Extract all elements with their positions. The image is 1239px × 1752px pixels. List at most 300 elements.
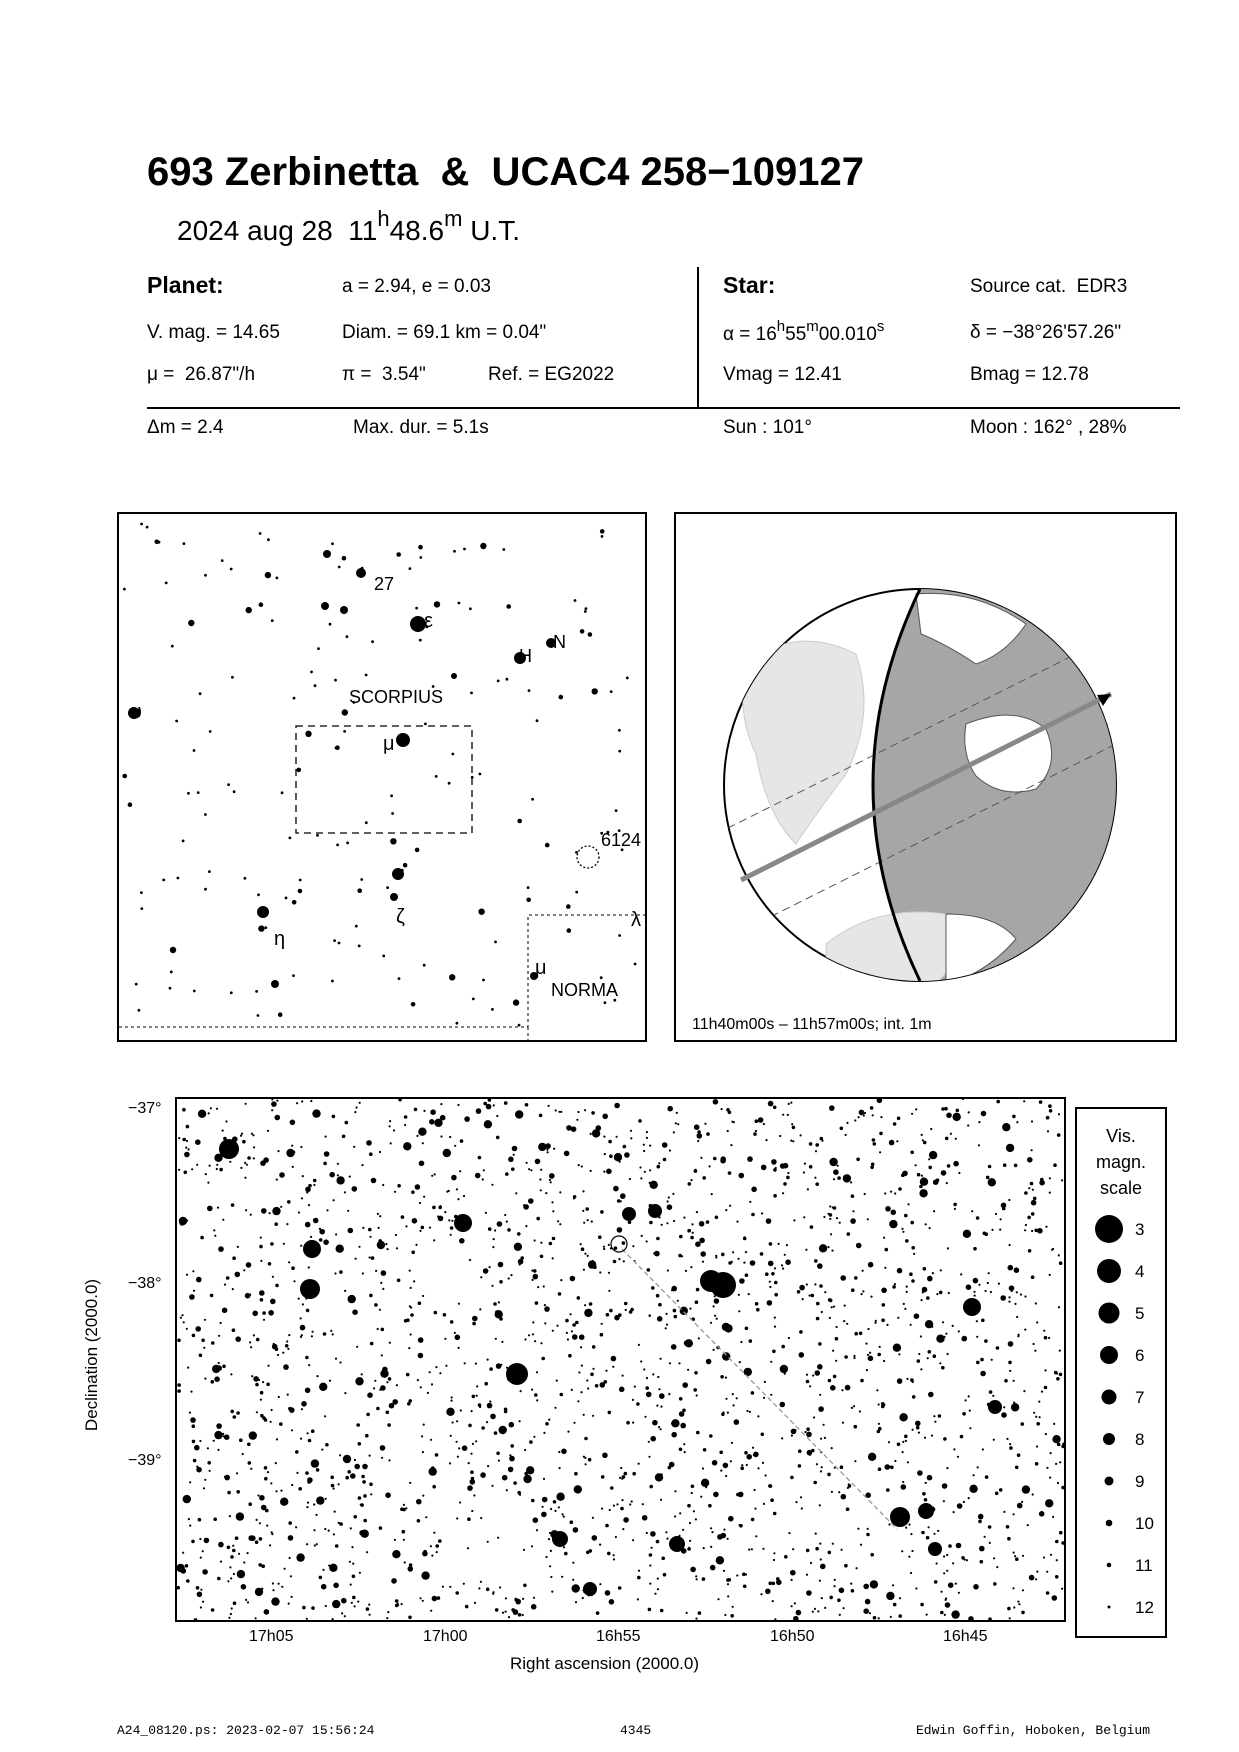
detail-star	[356, 1346, 358, 1348]
detail-star	[795, 1501, 797, 1503]
detail-star	[449, 1462, 451, 1464]
detail-star	[969, 1410, 971, 1412]
detail-star-chart	[175, 1097, 1066, 1622]
finder-star	[342, 556, 347, 561]
detail-star	[456, 1441, 458, 1443]
detail-star	[689, 1229, 691, 1231]
finder-star	[293, 697, 296, 700]
detail-star	[646, 1131, 648, 1133]
detail-star	[968, 1616, 974, 1620]
detail-star	[274, 1222, 278, 1226]
detail-star	[301, 1334, 303, 1336]
detail-star	[204, 1319, 206, 1321]
detail-star	[260, 1414, 264, 1418]
detail-star	[695, 1575, 697, 1577]
detail-star	[404, 1124, 406, 1126]
detail-star	[939, 1291, 943, 1295]
detail-star	[839, 1588, 845, 1594]
detail-star	[699, 1221, 705, 1227]
detail-star	[921, 1134, 923, 1136]
finder-star	[435, 775, 438, 778]
detail-star	[305, 1388, 311, 1394]
detail-star	[264, 1466, 268, 1470]
detail-star	[870, 1166, 874, 1170]
detail-star	[230, 1373, 232, 1375]
detail-star	[793, 1616, 799, 1620]
detail-star	[780, 1402, 786, 1408]
detail-star	[901, 1174, 905, 1178]
detail-star	[370, 1493, 372, 1495]
detail-star	[739, 1524, 741, 1526]
detail-star	[251, 1133, 253, 1135]
detail-star	[715, 1256, 717, 1258]
finder-star	[527, 886, 530, 889]
detail-star	[806, 1283, 808, 1285]
detail-star	[608, 1290, 610, 1292]
detail-star	[532, 1333, 534, 1335]
finder-star	[575, 891, 578, 894]
detail-star	[817, 1610, 819, 1612]
detail-star	[958, 1172, 960, 1174]
detail-star	[451, 1400, 453, 1402]
planet-orbit: a = 2.94, e = 0.03	[342, 276, 491, 297]
detail-star	[717, 1598, 719, 1600]
detail-star	[308, 1266, 310, 1268]
detail-star	[984, 1536, 986, 1538]
detail-star	[193, 1459, 197, 1463]
detail-star	[188, 1148, 190, 1150]
detail-star	[187, 1367, 189, 1369]
detail-star	[208, 1112, 210, 1114]
detail-star	[186, 1579, 190, 1583]
detail-star	[411, 1251, 415, 1255]
detail-star	[408, 1399, 412, 1403]
detail-star	[843, 1320, 845, 1322]
detail-star	[373, 1387, 375, 1389]
scale-title: Vis. magn. scale	[1095, 1126, 1147, 1198]
detail-star	[922, 1139, 924, 1141]
detail-star	[844, 1564, 848, 1568]
detail-star	[437, 1215, 439, 1217]
detail-star	[450, 1410, 454, 1414]
detail-star	[587, 1387, 589, 1389]
detail-star	[952, 1562, 954, 1564]
detail-star	[195, 1326, 201, 1332]
detail-star	[1049, 1192, 1051, 1194]
detail-star	[556, 1544, 558, 1546]
detail-star	[821, 1466, 823, 1468]
detail-star	[420, 1386, 422, 1388]
detail-star	[648, 1608, 652, 1612]
finder-star	[230, 568, 233, 571]
detail-star	[879, 1346, 881, 1348]
detail-star	[432, 1596, 438, 1602]
detail-star	[563, 1516, 565, 1518]
detail-star	[904, 1308, 906, 1310]
detail-star	[1061, 1541, 1064, 1545]
detail-star	[233, 1601, 237, 1605]
detail-star	[189, 1481, 191, 1483]
detail-star	[449, 1136, 451, 1138]
detail-star	[361, 1530, 369, 1538]
detail-star	[809, 1142, 813, 1146]
detail-star	[1031, 1275, 1035, 1279]
detail-star	[705, 1486, 707, 1488]
finder-star	[193, 990, 196, 993]
detail-star	[810, 1562, 812, 1564]
detail-star	[980, 1560, 984, 1564]
detail-star	[746, 1464, 748, 1466]
detail-star	[944, 1614, 946, 1616]
detail-star	[695, 1518, 697, 1520]
detail-star	[608, 1272, 610, 1274]
detail-star	[464, 1116, 470, 1122]
detail-star	[576, 1119, 578, 1121]
detail-star	[765, 1589, 771, 1595]
detail-star	[1031, 1149, 1033, 1151]
detail-star	[517, 1491, 521, 1495]
detail-star	[443, 1149, 451, 1157]
detail-star	[199, 1354, 203, 1358]
ytick-39: −39°	[128, 1452, 162, 1469]
detail-star	[485, 1212, 487, 1214]
detail-star	[754, 1508, 756, 1510]
detail-star	[1052, 1435, 1060, 1443]
detail-star	[454, 1332, 456, 1334]
detail-star	[369, 1614, 371, 1616]
detail-star	[930, 1128, 932, 1130]
detail-star	[940, 1591, 942, 1593]
detail-star	[582, 1597, 584, 1599]
star-right-ascension: $\alpha = 16^h55^m00.010^s$	[723, 318, 885, 345]
detail-star	[325, 1443, 329, 1447]
scale-dot-6	[1100, 1346, 1118, 1364]
xtick-16h55: 16h55	[596, 1628, 641, 1645]
detail-star	[263, 1157, 269, 1163]
finder-star	[188, 620, 194, 626]
detail-star	[665, 1327, 667, 1329]
detail-star	[731, 1121, 733, 1123]
detail-star	[282, 1352, 284, 1354]
detail-star	[706, 1220, 710, 1224]
detail-star	[523, 1204, 529, 1210]
detail-star	[863, 1608, 869, 1614]
detail-star	[844, 1355, 848, 1359]
detail-star	[487, 1465, 489, 1467]
detail-star	[985, 1475, 989, 1479]
detail-star	[786, 1244, 788, 1246]
detail-star	[1008, 1341, 1014, 1347]
detail-star	[870, 1553, 874, 1557]
detail-star	[1059, 1373, 1063, 1377]
detail-star	[1046, 1116, 1050, 1120]
detail-star	[246, 1262, 252, 1268]
detail-star	[945, 1137, 949, 1141]
detail-star	[987, 1282, 989, 1284]
detail-star	[616, 1503, 618, 1505]
detail-star	[978, 1121, 980, 1123]
detail-star	[203, 1487, 205, 1489]
detail-star	[286, 1223, 288, 1225]
detail-star	[446, 1191, 448, 1193]
detail-star	[807, 1450, 813, 1456]
detail-star	[806, 1380, 810, 1384]
detail-star	[385, 1243, 387, 1245]
detail-star	[622, 1207, 636, 1221]
detail-star	[835, 1337, 839, 1341]
detail-star	[232, 1549, 236, 1553]
detail-star	[266, 1525, 268, 1527]
detail-star	[573, 1422, 575, 1424]
detail-star	[229, 1161, 231, 1163]
detail-star	[812, 1611, 814, 1613]
detail-star	[831, 1306, 833, 1308]
detail-star	[953, 1448, 955, 1450]
detail-star	[915, 1108, 917, 1110]
detail-star	[840, 1465, 844, 1469]
detail-star	[1024, 1295, 1026, 1297]
detail-star	[658, 1303, 662, 1307]
detail-star	[866, 1369, 868, 1371]
detail-star	[324, 1528, 326, 1530]
detail-star	[301, 1408, 303, 1410]
detail-star	[681, 1548, 687, 1554]
detail-star	[828, 1551, 832, 1555]
detail-star	[472, 1443, 474, 1445]
detail-star	[276, 1179, 278, 1181]
detail-star	[837, 1176, 841, 1180]
detail-star	[710, 1527, 712, 1529]
detail-star	[765, 1272, 769, 1276]
detail-star	[459, 1241, 461, 1243]
detail-star	[980, 1371, 986, 1377]
detail-star	[774, 1281, 778, 1285]
detail-star	[186, 1140, 188, 1142]
moon-info: Moon : 162° , 28%	[970, 417, 1127, 438]
detail-star	[291, 1145, 293, 1147]
detail-star	[223, 1435, 225, 1437]
detail-star	[867, 1354, 869, 1356]
detail-star	[955, 1583, 957, 1585]
detail-star	[681, 1255, 683, 1257]
detail-star	[422, 1551, 428, 1557]
detail-star	[605, 1370, 607, 1372]
detail-star	[936, 1293, 938, 1295]
finder-star	[365, 674, 368, 677]
detail-star	[834, 1579, 836, 1581]
detail-star	[1043, 1330, 1045, 1332]
detail-star	[702, 1176, 706, 1180]
detail-star	[884, 1192, 886, 1194]
xtick-17h00: 17h00	[423, 1628, 468, 1645]
detail-star	[870, 1106, 874, 1110]
detail-star	[805, 1249, 807, 1251]
detail-star	[308, 1204, 310, 1206]
detail-star	[954, 1208, 956, 1210]
detail-star	[476, 1385, 478, 1387]
finder-star	[580, 629, 585, 634]
detail-star	[700, 1251, 706, 1257]
detail-star	[259, 1495, 265, 1501]
detail-star	[548, 1105, 550, 1107]
detail-star	[550, 1576, 552, 1578]
detail-star	[674, 1315, 678, 1319]
detail-star	[449, 1586, 451, 1588]
detail-star	[1013, 1513, 1015, 1515]
detail-star	[892, 1285, 896, 1289]
detail-star	[456, 1420, 458, 1422]
detail-star	[814, 1283, 816, 1285]
finder-star	[411, 1002, 416, 1007]
detail-star	[244, 1162, 246, 1164]
label-mu: μ	[383, 733, 395, 755]
detail-star	[815, 1533, 817, 1535]
detail-star	[207, 1461, 211, 1465]
scale-label-4: 4	[1135, 1262, 1145, 1281]
detail-star	[950, 1133, 952, 1135]
detail-star	[622, 1241, 626, 1245]
detail-star	[185, 1564, 189, 1568]
detail-star	[1009, 1370, 1011, 1372]
finder-star	[310, 671, 313, 674]
detail-star	[1032, 1189, 1034, 1191]
finder-star	[140, 891, 143, 894]
detail-star	[606, 1313, 610, 1317]
detail-star	[359, 1102, 361, 1104]
detail-star	[948, 1544, 952, 1548]
detail-star	[272, 1207, 280, 1215]
detail-star	[493, 1238, 495, 1240]
detail-star	[988, 1617, 992, 1620]
detail-star	[828, 1379, 832, 1383]
detail-star	[344, 1290, 346, 1292]
detail-star	[661, 1224, 663, 1226]
detail-star	[347, 1461, 349, 1463]
detail-star	[455, 1591, 459, 1595]
detail-star	[369, 1294, 373, 1298]
detail-star	[454, 1145, 456, 1147]
detail-star	[860, 1379, 864, 1383]
detail-star	[843, 1174, 851, 1182]
detail-star	[787, 1114, 789, 1116]
detail-star	[322, 1569, 324, 1571]
detail-star	[953, 1203, 957, 1207]
detail-star	[746, 1410, 748, 1412]
detail-star	[228, 1617, 230, 1619]
detail-star	[860, 1544, 862, 1546]
finder-star	[409, 567, 412, 570]
finder-star	[531, 798, 534, 801]
finder-star	[169, 987, 172, 990]
detail-star	[582, 1190, 584, 1192]
detail-star	[388, 1459, 390, 1461]
detail-star	[414, 1108, 418, 1112]
detail-star	[928, 1350, 932, 1354]
detail-star	[434, 1173, 436, 1175]
detail-star	[601, 1475, 605, 1479]
detail-star	[911, 1113, 913, 1115]
finder-star	[360, 878, 363, 881]
detail-star	[829, 1105, 835, 1111]
detail-star	[983, 1232, 987, 1236]
detail-star	[493, 1302, 497, 1306]
xtick-16h50: 16h50	[770, 1628, 815, 1645]
detail-star	[197, 1592, 203, 1598]
finder-star	[415, 607, 418, 610]
detail-star	[534, 1340, 536, 1342]
detail-star	[1036, 1321, 1038, 1323]
detail-star	[666, 1222, 668, 1224]
finder-star	[618, 729, 621, 732]
detail-star	[542, 1497, 548, 1503]
detail-star	[269, 1212, 271, 1214]
detail-star	[556, 1325, 558, 1327]
finder-star	[231, 676, 234, 679]
detail-star	[770, 1361, 772, 1363]
detail-star	[748, 1549, 750, 1551]
detail-star	[730, 1614, 734, 1618]
detail-star	[599, 1583, 601, 1585]
finder-star	[494, 941, 497, 944]
label-upsilon: υ	[131, 701, 142, 723]
detail-star	[548, 1419, 550, 1421]
detail-star	[987, 1403, 991, 1407]
detail-star	[186, 1125, 190, 1129]
detail-star	[749, 1201, 751, 1203]
detail-star	[976, 1361, 980, 1365]
detail-star	[743, 1262, 745, 1264]
detail-star	[890, 1616, 892, 1618]
finder-star	[204, 888, 207, 891]
detail-star	[483, 1169, 485, 1171]
detail-star	[312, 1249, 318, 1255]
detail-star	[271, 1409, 273, 1411]
detail-star	[599, 1544, 601, 1546]
detail-star	[410, 1287, 412, 1289]
detail-star	[1015, 1466, 1019, 1470]
detail-star	[480, 1472, 486, 1478]
finder-star	[193, 749, 196, 752]
detail-star	[1006, 1438, 1008, 1440]
detail-star	[179, 1217, 187, 1225]
detail-star	[335, 1233, 337, 1235]
detail-star	[798, 1449, 802, 1453]
detail-star	[224, 1284, 226, 1286]
detail-star	[673, 1309, 677, 1313]
detail-star	[833, 1178, 835, 1180]
detail-star	[1055, 1463, 1057, 1465]
detail-star	[927, 1475, 933, 1481]
detail-star	[583, 1456, 585, 1458]
detail-star	[515, 1110, 523, 1118]
detail-star	[275, 1462, 277, 1464]
finder-star	[618, 934, 621, 937]
detail-star	[815, 1547, 819, 1551]
detail-star	[555, 1538, 557, 1540]
detail-star	[581, 1165, 583, 1167]
detail-star	[369, 1152, 373, 1156]
detail-star	[897, 1317, 899, 1319]
detail-star	[774, 1618, 776, 1620]
detail-star	[302, 1606, 306, 1610]
detail-star	[698, 1337, 700, 1339]
detail-star	[236, 1490, 240, 1494]
detail-star	[1058, 1306, 1060, 1308]
detail-star	[934, 1421, 936, 1423]
detail-star	[1058, 1254, 1060, 1256]
detail-star	[591, 1584, 597, 1590]
detail-star	[560, 1534, 564, 1538]
